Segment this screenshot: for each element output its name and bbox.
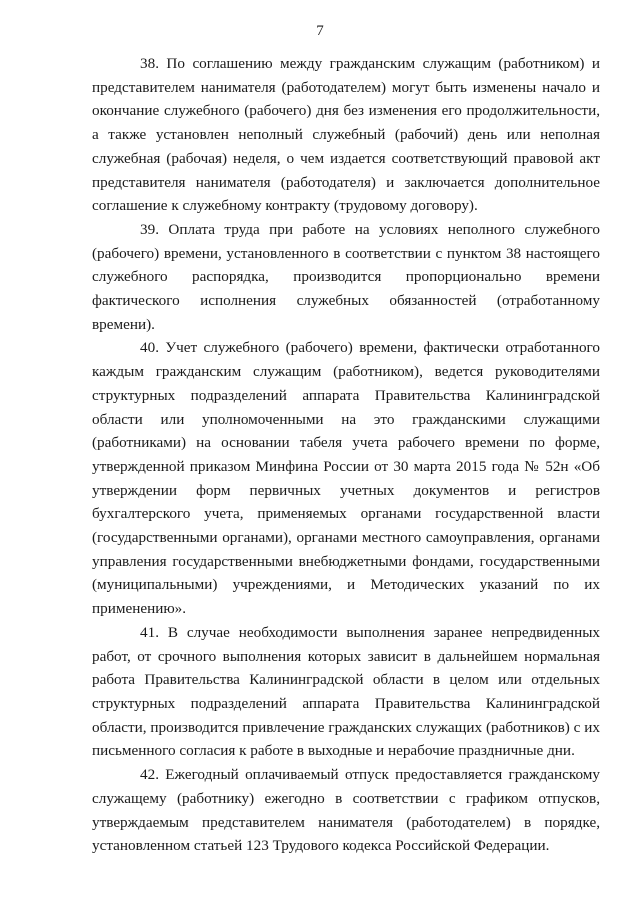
paragraph-41: 41. В случае необходимости выполнения заранее непредвиденных работ, от срочного выполнения которых зависит в дальнейшем нормальная работа Правительства Калининградской области в целом или отдельных структурных подразделений аппарата Правительства Калининградской области, производится привлечение гражданских служащих (работников) с их письменного согласия к работе в выходные и нерабочие праздничные дни. xyxy=(92,623,600,760)
document-body xyxy=(92,52,600,858)
page-number: 7 xyxy=(316,23,324,39)
paragraph-42: 42. Ежегодный оплачиваемый отпуск предоставляется гражданскому служащему (работнику) ежегодно в соответствии с графиком отпусков, утверждаемым представителем нанимателя (работодателем) в порядке, установленном статьей 123 Трудового кодекса Российской Федерации. xyxy=(92,766,600,855)
paragraph-40: 40. Учет служебного (рабочего) времени, фактически отработанного каждым гражданским служащим (работником), ведется руководителями структурных подразделений аппарата Правительства Калининградской области или уполномоченными на это гражданскими служащими (работниками) на основании табеля учета рабочего времени по форме, утвержденной приказом Минфина России от 30 марта 2015 года № 52н «Об утверждении форм первичных учетных документов и регистров бухгалтерского учета, применяемых органами государственной власти (государственными органами), органами местного самоуправления, органами управления государственными внебюджетными фондами, государственными (муниципальными) учреждениями, и Методических указаний по их применению». xyxy=(92,339,600,618)
paragraph-38: 38. По соглашению между гражданским служащим (работником) и представителем нанимателя (работодателем) могут быть изменены начало и окончание служебного (рабочего) дня без изменения его продолжительности, а также установлен неполный служебный (рабочий) день или неполная служебная (рабочая) неделя, о чем издается соответствующий правовой акт представителя нанимателя (работодателя) и заключается дополнительное соглашение к служебному контракту (трудовому договору). xyxy=(92,55,600,215)
paragraph-39: 39. Оплата труда при работе на условиях неполного служебного (рабочего) времени, установленного в соответствии с пунктом 38 настоящего служебного распорядка, производится пропорционально времени фактического исполнения служебных обязанностей (отработанному времени). xyxy=(92,220,600,333)
